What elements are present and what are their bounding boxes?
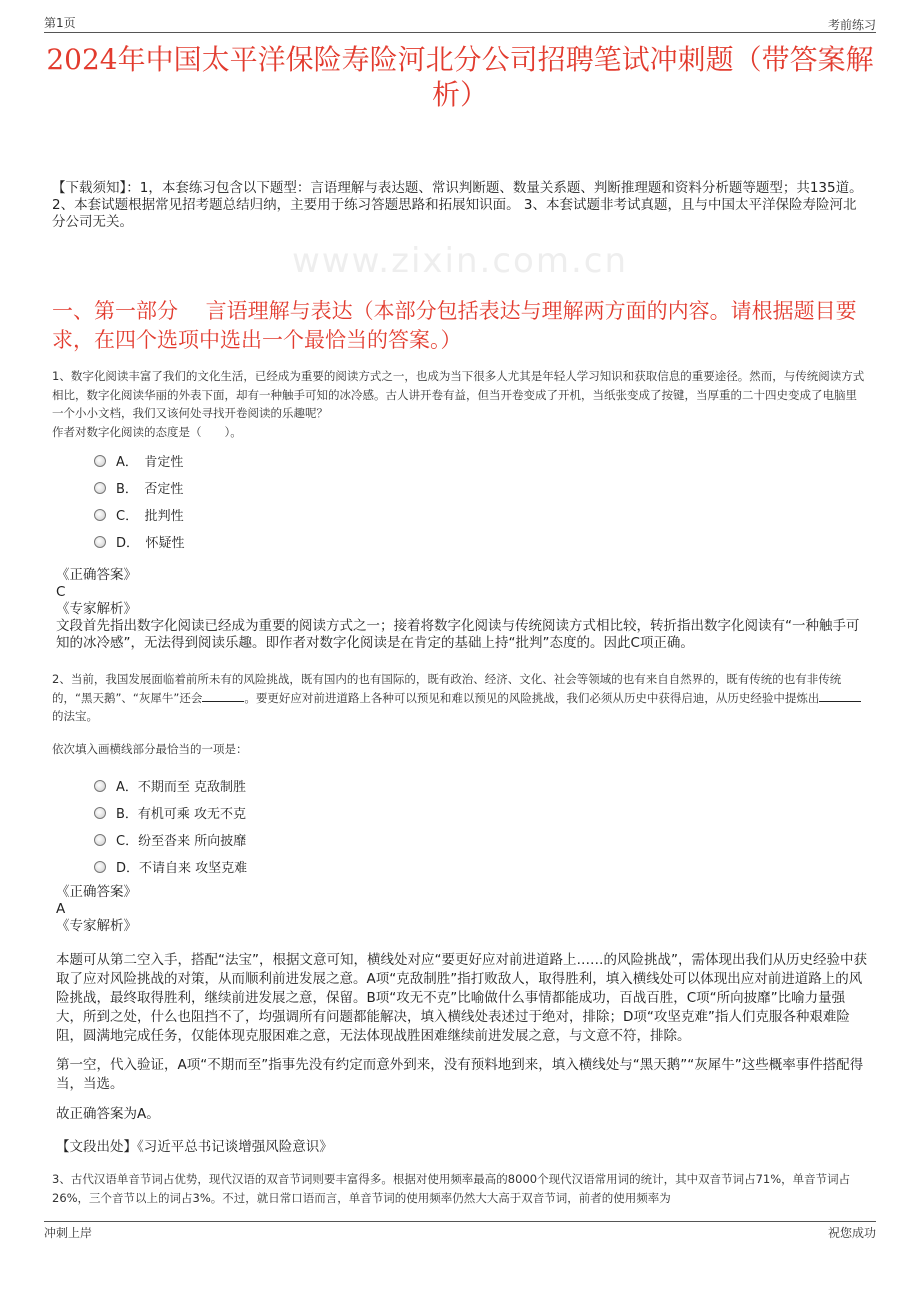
option-label: A．不期而至 克敌制胜 — [116, 780, 247, 795]
download-notice: 【下载须知】：1，本套练习包含以下题型：言语理解与表达题、常识判断题、数量关系题、判断推理题和资料分析题等题型；共135道。 2、本套试题根据常见招考题总结归纳，主要用于练习答题思路和拓展知识面。 3、本套试题非考试真题，且与中国太平洋保险寿险河北分公司无关。 — [52, 180, 863, 230]
radio-icon[interactable] — [94, 536, 106, 548]
option-label: B． 否定性 — [116, 482, 184, 497]
answer-label: 《正确答案》 — [56, 567, 137, 583]
q2-conclusion: 故正确答案为A。 — [56, 1106, 160, 1122]
q1-answer-block — [56, 567, 868, 652]
page-footer — [44, 1221, 876, 1242]
question-stem-3: 的法宝。 — [52, 709, 98, 723]
question-stem: 2、当前，我国发展面临着前所未有的风险挑战，既有国内的也有国际的，既有政治、经济、文化、社会等领域的也有来自自然界的，既有传统的也有非传统的，“黑天鹅”、“灰犀牛”还会 — [52, 672, 842, 705]
answer-value: C — [56, 584, 66, 600]
q2-source: 【文段出处】《习近平总书记谈增强风险意识》 — [56, 1139, 333, 1155]
question-stem-2: 。要更好应对前进道路上各种可以预见和难以预见的风险挑战，我们必须从历史中获得启迪，从历史经验中提炼出 — [244, 690, 820, 705]
option-label: D． 怀疑性 — [116, 536, 185, 551]
radio-icon[interactable] — [94, 455, 106, 467]
question-stem: 1、数字化阅读丰富了我们的文化生活，已经成为重要的阅读方式之一，也成为当下很多人尤其是年轻人学习知识和获取信息的重要途径。然而，与传统阅读方式相比，数字化阅读华丽的外表下面，却有一种触手可知的冰冷感。古人讲开卷有益，但当开卷变成了开机，当纸张变成了按键，当厚重的二十四史变成了电脑里一个小小文档，我们又该何处寻找开卷阅读的乐趣呢？ — [52, 369, 865, 420]
q2-option-a[interactable] — [94, 772, 868, 799]
question-2-text — [52, 670, 868, 726]
footer-left: 冲刺上岸 — [44, 1226, 93, 1240]
answer-value: A — [56, 901, 66, 917]
radio-icon[interactable] — [94, 861, 106, 873]
q2-analysis-2: 第一空，代入验证，A项“不期而至”指事先没有约定而意外到来，没有预料地到来，填入横线处与“黑天鹅”“灰犀牛”这些概率事件搭配得当，当选。 — [56, 1057, 864, 1092]
document-title: 2024年中国太平洋保险寿险河北分公司招聘笔试冲刺题（带答案解析） — [46, 43, 874, 111]
q2-option-d[interactable] — [94, 853, 868, 880]
radio-icon[interactable] — [94, 807, 106, 819]
answer-label: 《正确答案》 — [56, 884, 137, 900]
option-label: B．有机可乘 攻无不克 — [116, 807, 247, 822]
radio-icon[interactable] — [94, 482, 106, 494]
fill-blank — [202, 701, 244, 702]
header-label: 考前练习 — [827, 18, 876, 32]
q1-option-d[interactable] — [94, 528, 868, 555]
footer-right: 祝您成功 — [827, 1226, 876, 1240]
q1-option-a[interactable] — [94, 447, 868, 474]
q1-options — [52, 447, 868, 555]
q2-answer-block — [56, 884, 868, 935]
q1-option-c[interactable] — [94, 501, 868, 528]
option-label: A． 肯定性 — [116, 455, 184, 470]
section-heading: 一、第一部分 言语理解与表达（本部分包括表达与理解两方面的内容。请根据题目要求，在四个选项中选出一个最恰当的答案。） — [52, 299, 857, 352]
question-3-text: 3、古代汉语单音节词占优势，现代汉语的双音节词则要丰富得多。根据对使用频率最高的8000个现代汉语常用词的统计，其中双音节词占71%，单音节词占26%，三个音节以上的词占3%。不过，就日常口语而言，单音节词的使用频率仍然大大高于双音节词，前者的使用频率为 — [52, 1172, 851, 1205]
analysis-label: 《专家解析》 — [56, 918, 137, 934]
q2-option-c[interactable] — [94, 826, 868, 853]
radio-icon[interactable] — [94, 509, 106, 521]
analysis-text: 文段首先指出数字化阅读已经成为重要的阅读方式之一；接着将数字化阅读与传统阅读方式相比较，转折指出数字化阅读有“一种触手可知的冰冷感”，无法得到阅读乐趣。即作者对数字化阅读是在肯定的基础上持“批判”态度的。因此C项正确。 — [56, 618, 860, 651]
option-label: D．不请自来 攻坚克难 — [116, 861, 248, 876]
watermark: www.zixin.com.cn — [292, 241, 628, 281]
fill-blank — [819, 701, 861, 702]
question-ask: 作者对数字化阅读的态度是（ ）。 — [52, 424, 242, 439]
option-label: C．纷至沓来 所向披靡 — [116, 834, 247, 849]
analysis-label: 《专家解析》 — [56, 601, 137, 617]
radio-icon[interactable] — [94, 780, 106, 792]
q2-option-b[interactable] — [94, 799, 868, 826]
q2-options — [52, 772, 868, 880]
page-number: 第1页 — [44, 16, 76, 30]
radio-icon[interactable] — [94, 834, 106, 846]
q2-analysis-1: 本题可从第二空入手，搭配“法宝”，根据文意可知，横线处对应“要更好应对前进道路上……的风险挑战”，需体现出我们从历史经验中获取了应对风险挑战的对策，从而顺利前进发展之意。A项“克敌制胜”指打败敌人，取得胜利，填入横线处可以体现出应对前进道路上的风险挑战，最终取得胜利，继续前进发展之意，保留。B项“攻无不克”比喻做什么事情都能成功，百战百胜，C项“所向披靡”比喻力量强大，所到之处，什么也阻挡不了，均强调所有问题都能解决，填入横线处表述过于绝对，排除；D项“攻坚克难”指人们克服各种艰难险阻，圆满地完成任务，仅能体现克服困难之意，无法体现战胜困难继续前进发展之意，与文意不符，排除。 — [56, 952, 867, 1044]
q1-option-b[interactable] — [94, 474, 868, 501]
option-label: C． 批判性 — [116, 509, 184, 524]
question-1-text — [52, 367, 868, 441]
question-2-ask: 依次填入画横线部分最恰当的一项是： — [52, 741, 248, 756]
